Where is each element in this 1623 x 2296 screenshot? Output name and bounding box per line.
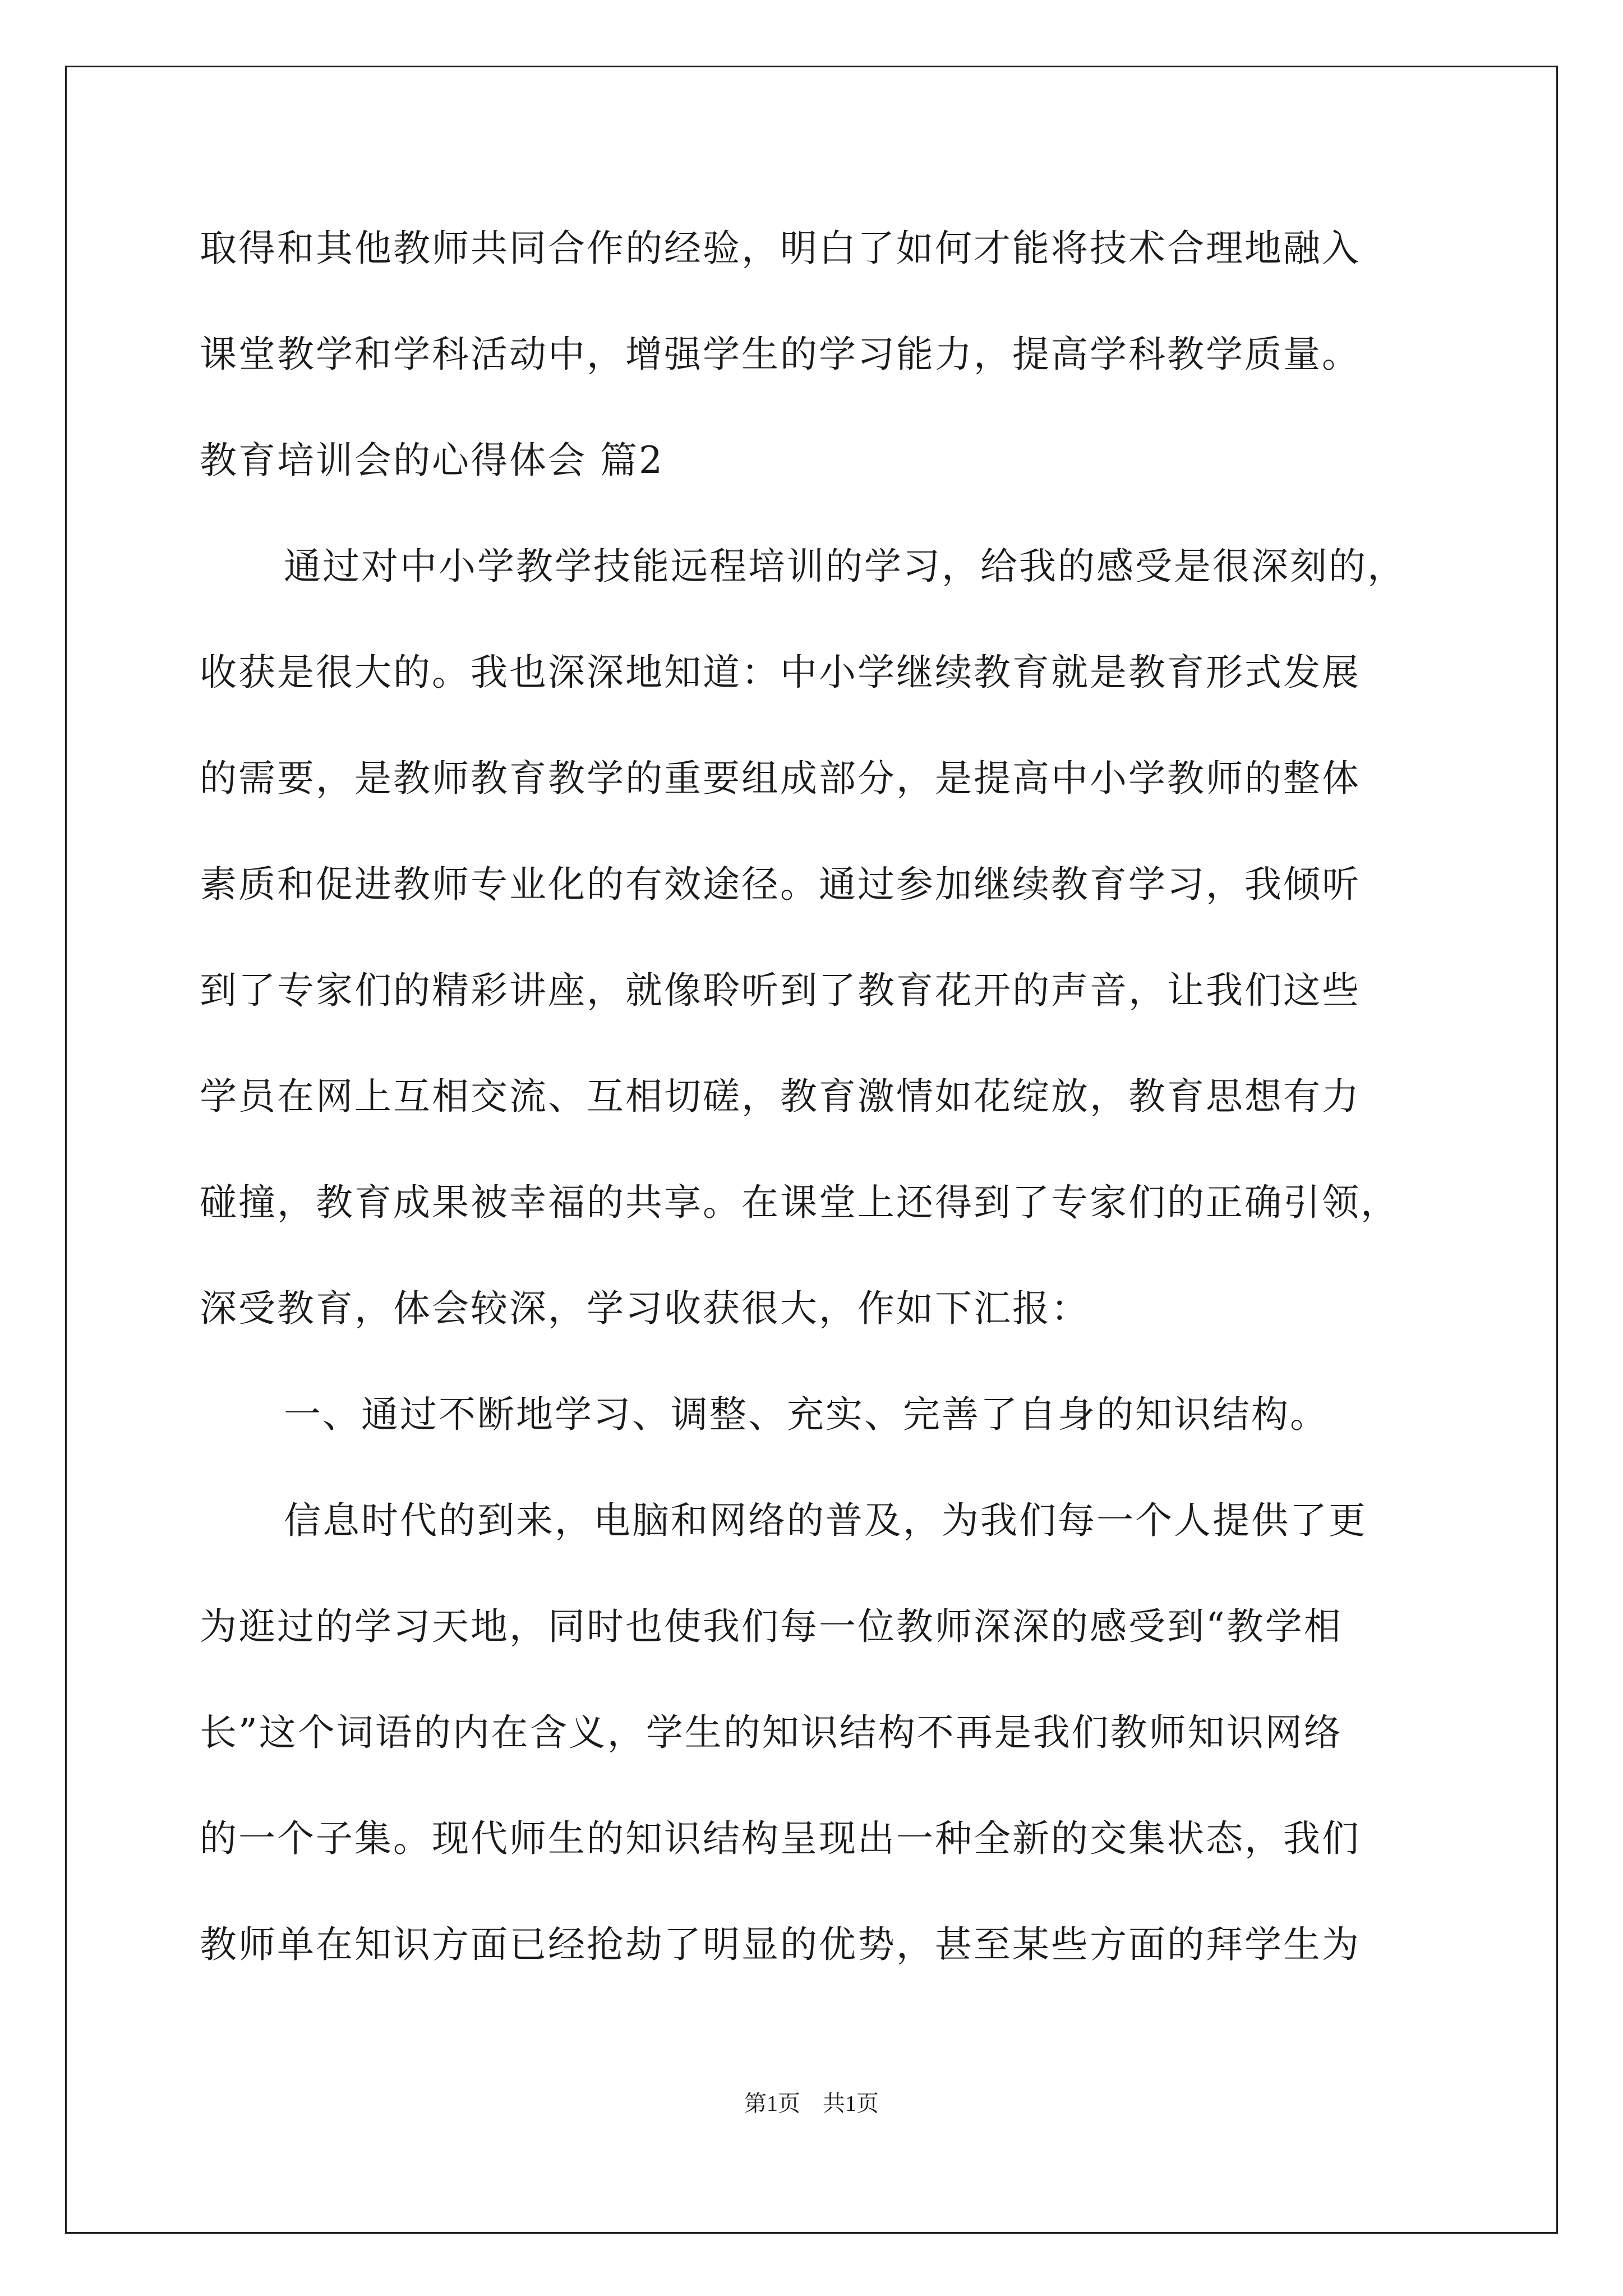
text-line: 碰撞，教育成果被幸福的共享。在课堂上还得到了专家们的正确引领， [200, 1181, 1399, 1224]
document-body [200, 216, 1433, 2018]
text-line: 通过对中小学教学技能远程培训的学习，给我的感受是很深刻的， [284, 545, 1406, 588]
text-line: 教师单在知识方面已经抢劫了明显的优势，甚至某些方面的拜学生为 [200, 1923, 1361, 1966]
text-line: 一、通过不断地学习、调整、充实、完善了自身的知识结构。 [284, 1393, 1329, 1436]
page-footer: 第1页 共1页 [744, 2091, 879, 2116]
text-line: 长”这个词语的内在含义，学生的知识结构不再是我们教师知识网络 [200, 1711, 1343, 1754]
text-line: 收获是很大的。我也深深地知道：中小学继续教育就是教育形式发展 [200, 651, 1361, 694]
text-line: 的需要，是教师教育教学的重要组成部分，是提高中小学教师的整体 [200, 757, 1361, 800]
text-line: 的一个子集。现代师生的知识结构呈现出一种全新的交集状态，我们 [200, 1817, 1361, 1860]
text-line: 到了专家们的精彩讲座，就像聆听到了教育花开的声音，让我们这些 [200, 969, 1361, 1012]
text-line: 信息时代的到来，电脑和网络的普及，为我们每一个人提供了更 [284, 1499, 1367, 1542]
text-line: 课堂教学和学科活动中，增强学生的学习能力，提高学科教学质量。 [200, 333, 1361, 376]
section-heading: 教育培训会的心得体会 篇2 [200, 439, 664, 482]
text-line: 深受教育，体会较深，学习收获很大，作如下汇报： [200, 1287, 1090, 1330]
text-line: 学员在网上互相交流、互相切磋，教育激情如花绽放，教育思想有力 [200, 1075, 1361, 1118]
text-line: 素质和促进教师专业化的有效途径。通过参加继续教育学习，我倾听 [200, 863, 1361, 906]
text-line: 取得和其他教师共同合作的经验，明白了如何才能将技术合理地融入 [200, 227, 1361, 270]
text-line: 为逛过的学习天地，同时也使我们每一位教师深深的感受到“教学相 [200, 1605, 1343, 1648]
